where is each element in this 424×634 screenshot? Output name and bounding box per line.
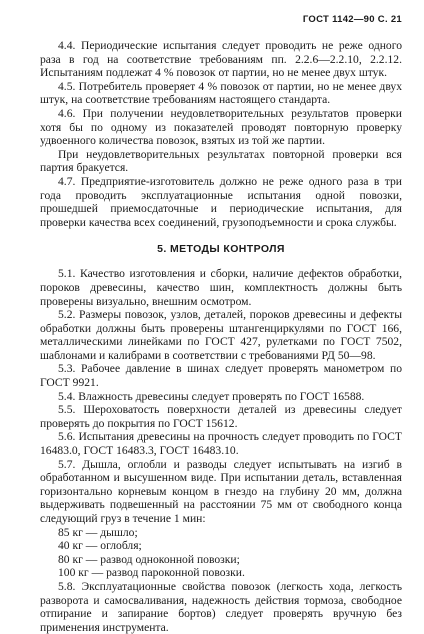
paragraph-4-7: 4.7. Предприятие-изготовитель должно не реже одного раза в три года проводить эксплуатационные испытания одной повозки, прошедшей приемосдаточные и периодические испытания, для проверки качества всех соединений, грузоподъемности и срока службы.: [40, 174, 402, 229]
paragraph-5-3: 5.3. Рабочее давление в шинах следует проверять манометром по ГОСТ 9921.: [40, 362, 402, 390]
list-item: 40 кг — оглобля;: [58, 539, 142, 553]
paragraph-5-1: 5.1. Качество изготовления и сборки, наличие дефектов обработки, пороков древесины, качество шин, комплектность должны быть проверены визуально, внешним осмотром.: [40, 267, 402, 308]
list-item: 85 кг — дышло;: [58, 525, 138, 539]
list-item: 100 кг — развод пароконной повозки.: [58, 566, 245, 580]
bottom-paragraphs: [40, 580, 402, 634]
paragraph-4-6: 4.6. При получении неудовлетворительных результатов проверки хотя бы по одному из показателей проводят повторную проверку удвоенного количества повозок, взятых из той же партии.: [40, 106, 402, 148]
paragraph-5-4: 5.4. Влажность древесины следует проверять по ГОСТ 16588.: [58, 389, 365, 403]
paragraph-4-5: 4.5. Потребитель проверяет 4 % повозок от партии, но не менее двух штук, на соответствие требованиям настоящего стандарта.: [40, 79, 402, 107]
paragraph-4-4: 4.4. Периодические испытания следует проводить не реже одного раза в год на соответствие требованиям пп. 2.2.6—2.2.10, 2.2.12. Испытаниям подлежат 4 % повозок от партии, но не менее двух штук.: [40, 39, 402, 80]
list-item: 80 кг — развод одноконной повозки;: [58, 552, 240, 566]
paragraph-5-7: 5.7. Дышла, оглобли и разводы следует испытывать на изгиб в обработанном и высушенном виде. При испытании деталь, вставленная горизонтально корневым концом в гнездо на глубину 20 мм, должна выдерживать подвешенный на расстоянии 75 мм от свободного конца следующий груз в течение 1 мин:: [40, 457, 402, 525]
mid-paragraphs: [40, 267, 402, 525]
section-title: 5. МЕТОДЫ КОНТРОЛЯ: [157, 243, 285, 256]
page-header: ГОСТ 1142—90 С. 21: [302, 14, 402, 25]
paragraph-5-8: 5.8. Эксплуатационные свойства повозок (легкость хода, легкость разворота и самосваливания, надежность действия тормоза, свободное отпирание и запирание бортов) следует проверять вручную без применения инструмента.: [40, 579, 402, 634]
paragraph-5-5: 5.5. Шероховатость поверхности деталей из древесины следует проверять до покрытия по ГОСТ 15612.: [40, 403, 402, 430]
top-paragraphs: [40, 39, 402, 229]
paragraph-4-6-cont: При неудовлетворительных результатах повторной проверки вся партия бракуется.: [40, 147, 402, 175]
paragraph-5-6: 5.6. Испытания древесины на прочность следует проводить по ГОСТ 16483.0, ГОСТ 16483.3, ГОСТ 16483.10.: [40, 430, 402, 458]
load-list: [40, 526, 402, 580]
paragraph-5-2: 5.2. Размеры повозок, узлов, деталей, пороков древесины и дефекты обработки должны быть проверены штангенциркулями по ГОСТ 166, металлическими линейками по ГОСТ 427, рулетками по ГОСТ 7502, шаблонами и калибрами в соответствии с требованиями РД 50—98.: [40, 308, 402, 362]
